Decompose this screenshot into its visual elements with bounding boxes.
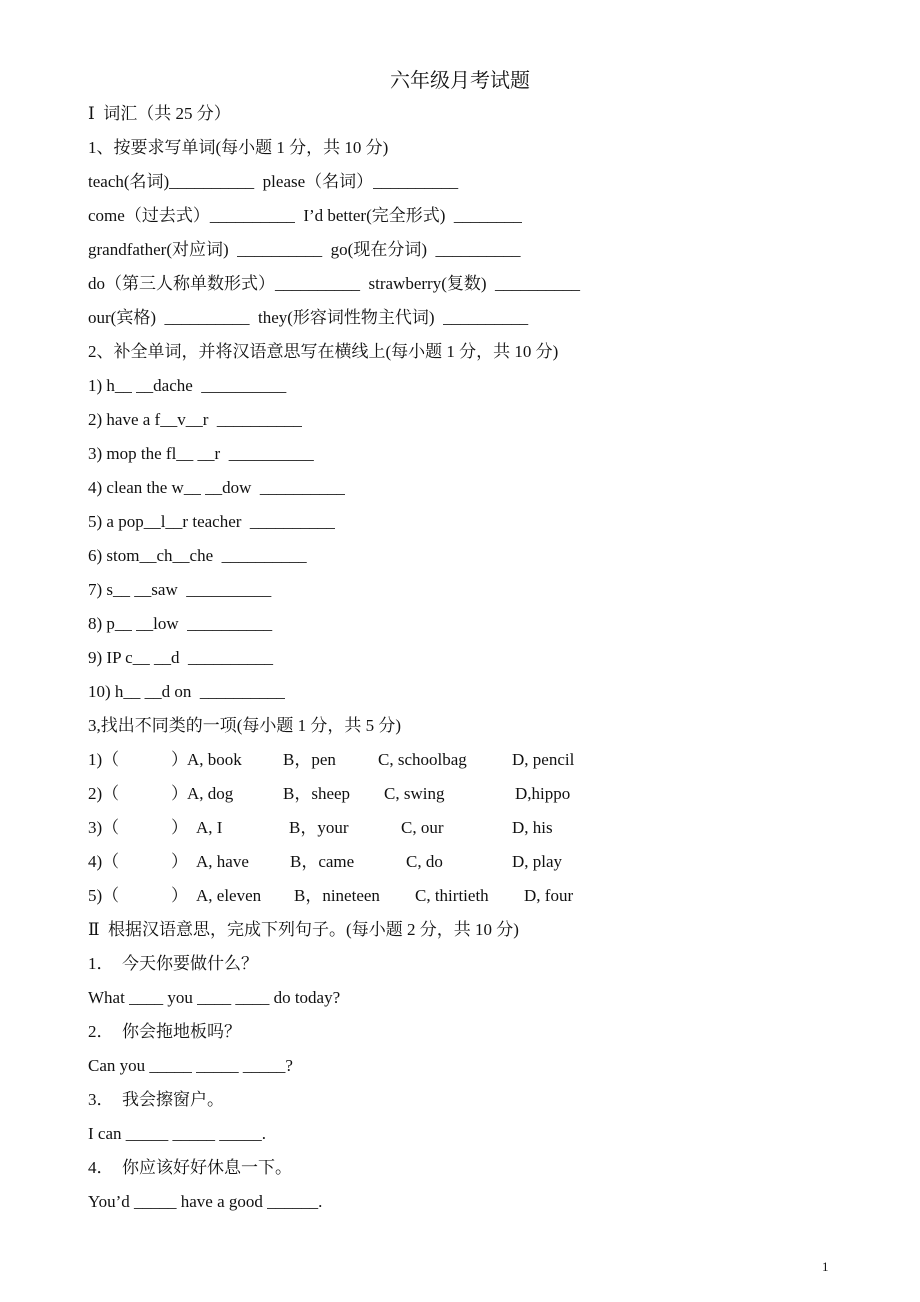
answer-paren: ） (171, 852, 188, 871)
option-d: D,hippo (515, 784, 571, 803)
section-2-heading: Ⅱ 根据汉语意思，完成下列句子。(每小题 2 分，共 10 分) (88, 920, 519, 939)
word-form-row: do（第三人称单数形式）__________ strawberry(复数) __________ (88, 274, 581, 293)
question-number: 3)（ (88, 818, 120, 837)
section-1-heading: Ⅰ 词汇（共 25 分） (88, 104, 231, 123)
translation-sentence: I can _____ _____ _____. (88, 1124, 267, 1143)
option-c: C, do (406, 852, 443, 871)
option-b: B，came (290, 852, 355, 871)
option-c: C, our (401, 818, 444, 837)
answer-paren: ） (171, 886, 188, 905)
fill-word-item: 8) p__ __low __________ (88, 614, 273, 633)
option-a: A, have (196, 852, 249, 871)
option-b: B，sheep (283, 784, 351, 803)
odd-one-out-question (88, 782, 608, 806)
translation-sentence: What ____ you ____ ____ do today? (88, 988, 341, 1007)
option-a: A, book (187, 750, 242, 769)
page-number: 1 (822, 1259, 829, 1274)
question-number: 5)（ (88, 886, 120, 905)
answer-paren: ） (171, 750, 188, 769)
option-c: C, schoolbag (378, 750, 467, 769)
fill-word-item: 1) h__ __dache __________ (88, 376, 287, 395)
option-d: D, play (512, 852, 563, 871)
odd-one-out-question (88, 816, 608, 840)
word-form-row: our(宾格) __________ they(形容词性物主代词) __________ (88, 308, 529, 327)
option-c: C, swing (384, 784, 445, 803)
translation-prompt: 2． 你会拖地板吗？ (88, 1022, 241, 1041)
option-b: B，nineteen (294, 886, 380, 905)
translation-prompt: 4． 你应该好好休息一下。 (88, 1158, 292, 1177)
option-c: C, thirtieth (415, 886, 489, 905)
odd-one-out-question (88, 850, 608, 874)
option-d: D, his (512, 818, 553, 837)
translation-prompt: 1． 今天你要做什么？ (88, 954, 258, 973)
option-a: A, eleven (196, 886, 262, 905)
question-number: 1)（ (88, 750, 120, 769)
translation-sentence: Can you _____ _____ _____? (88, 1056, 293, 1075)
word-form-row: grandfather(对应词) __________ go(现在分词) __________ (88, 240, 521, 259)
odd-one-out-question (88, 748, 608, 772)
word-form-row: teach(名词)__________ please（名词）__________ (88, 172, 459, 191)
question-number: 2)（ (88, 784, 120, 803)
answer-paren: ） (171, 784, 188, 803)
fill-word-item: 9) IP c__ __d __________ (88, 648, 273, 667)
part-2-heading: 2、补全单词，并将汉语意思写在横线上(每小题 1 分，共 10 分) (88, 342, 559, 361)
fill-word-item: 7) s__ __saw __________ (88, 580, 272, 599)
translation-sentence: You’d _____ have a good ______. (88, 1192, 323, 1211)
fill-word-item: 2) have a f__v__r __________ (88, 410, 302, 429)
fill-word-item: 10) h__ __d on __________ (88, 682, 285, 701)
option-a: A, dog (187, 784, 234, 803)
fill-word-item: 6) stom__ch__che __________ (88, 546, 307, 565)
question-number: 4)（ (88, 852, 120, 871)
option-d: D, pencil (512, 750, 575, 769)
option-a: A, I (196, 818, 223, 837)
word-form-row: come（过去式）__________ I’d better(完全形式) ________ (88, 206, 522, 225)
option-d: D, four (524, 886, 574, 905)
option-b: B，pen (283, 750, 336, 769)
fill-word-item: 4) clean the w__ __dow __________ (88, 478, 345, 497)
odd-one-out-question (88, 884, 608, 908)
part-3-heading: 3,找出不同类的一项(每小题 1 分，共 5 分) (88, 716, 402, 735)
option-b: B，your (289, 818, 349, 837)
part-1-heading: 1、按要求写单词(每小题 1 分，共 10 分) (88, 138, 389, 157)
translation-prompt: 3． 我会擦窗户。 (88, 1090, 224, 1109)
fill-word-item: 5) a pop__l__r teacher __________ (88, 512, 335, 531)
answer-paren: ） (171, 818, 188, 837)
exam-title: 六年级月考试题 (390, 70, 530, 92)
fill-word-item: 3) mop the fl__ __r __________ (88, 444, 314, 463)
